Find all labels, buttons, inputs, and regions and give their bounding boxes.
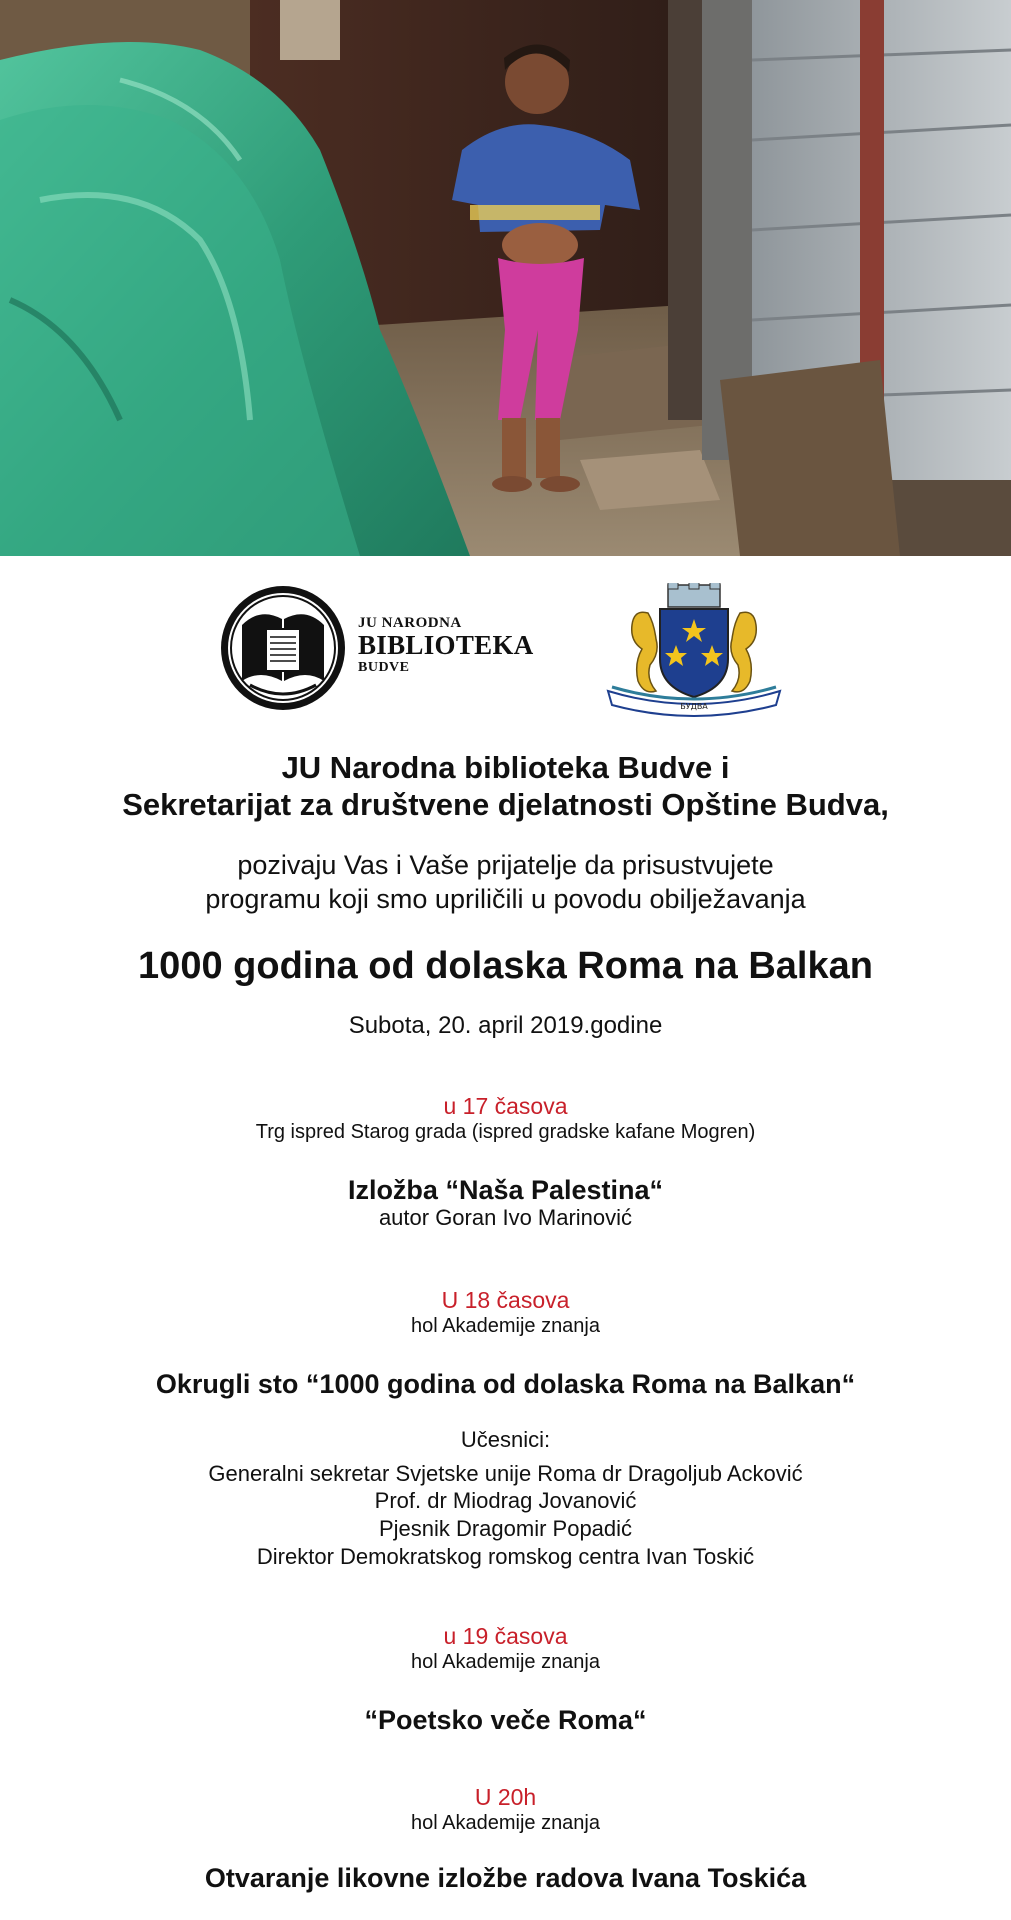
event-1-subtitle: autor Goran Ivo Marinović [378, 1205, 633, 1230]
organizer-line1: JU Narodna biblioteka Budve i [281, 750, 730, 785]
event-date: Subota, 20. april 2019.godine [348, 1012, 663, 1039]
event-4-time: U 20h [474, 1784, 537, 1810]
event-2-place: hol Akademije znanja [410, 1315, 600, 1337]
event-4-place: hol Akademije znanja [410, 1812, 600, 1834]
event-1-place: Trg ispred Starog grada (ispred gradske kafane Mogren) [255, 1121, 756, 1143]
coat-ribbon-text: БУДВА [680, 702, 708, 711]
invite-line2: programu koji smo upriličili u povodu obilježavanja [205, 884, 806, 914]
library-wordmark-line2: BIBLIOTEKA [358, 630, 534, 660]
event-1-time: u 17 časova [443, 1093, 568, 1119]
library-wordmark-line1: JU NARODNA [358, 615, 462, 631]
budva-coat-of-arms-icon [598, 583, 790, 717]
event-2-participant: Prof. dr Miodrag Jovanović [374, 1488, 637, 1513]
event-2-title: Okrugli sto “1000 godina od dolaska Roma na Balkan“ [155, 1369, 856, 1399]
event-2-participant: Generalni sekretar Svjetske unije Roma dr Dragoljub Acković [208, 1461, 803, 1486]
event-2-participants-label: Učesnici: [460, 1427, 551, 1452]
invite-line1: pozivaju Vas i Vaše prijatelje da prisustvujete [237, 850, 774, 880]
hero-photo-illustration [0, 0, 1011, 556]
library-seal-icon [220, 585, 346, 711]
event-2-participant: Direktor Demokratskog romskog centra Ivan Toskić [256, 1544, 755, 1569]
organizer-line2: Sekretarijat za društvene djelatnosti Opštine Budva, [122, 787, 889, 822]
library-wordmark [358, 615, 534, 676]
library-wordmark-line3: BUDVE [358, 660, 410, 675]
hero-photo [0, 0, 1011, 556]
event-1-title: Izložba “Naša Palestina“ [347, 1175, 664, 1205]
event-3-place: hol Akademije znanja [410, 1651, 600, 1673]
event-3-time: u 19 časova [443, 1623, 568, 1649]
event-main-title: 1000 godina od dolaska Roma na Balkan [138, 945, 873, 987]
logos-row [0, 585, 1011, 715]
event-4-title: Otvaranje likovne izložbe radova Ivana Toskića [204, 1863, 807, 1893]
event-3-title: “Poetsko veče Roma“ [364, 1705, 647, 1735]
event-2-time: U 18 časova [441, 1287, 570, 1313]
event-2-participant: Pjesnik Dragomir Popadić [378, 1516, 633, 1541]
